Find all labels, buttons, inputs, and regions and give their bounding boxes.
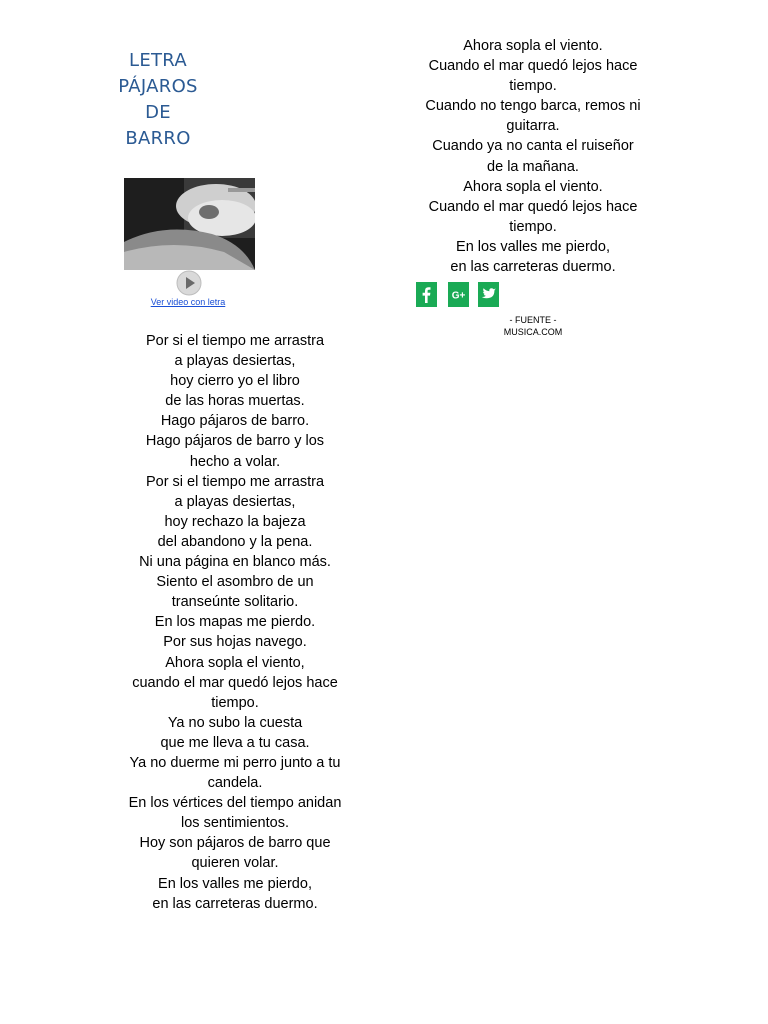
twitter-icon [478, 282, 499, 307]
lyric-line: Cuando el mar quedó lejos hace [428, 58, 638, 75]
lyrics-column-left [110, 331, 360, 914]
lyric-line: Cuando ya no canta el ruiseñor [432, 138, 634, 155]
play-icon [175, 270, 203, 296]
lyric-line: en las carreteras duermo. [152, 895, 318, 912]
video-thumbnail[interactable] [124, 178, 255, 270]
lyric-line: En los valles me pierdo, [158, 875, 312, 892]
lyric-line: guitarra. [506, 118, 560, 135]
lyric-line: Ya no subo la cuesta [167, 714, 303, 731]
video-link[interactable]: Ver video con letra [150, 297, 226, 307]
lyric-line: Hago pájaros de barro. [160, 413, 310, 430]
lyric-line: a playas desiertas, [174, 353, 296, 370]
lyric-line: Hago pájaros de barro y los [145, 433, 325, 450]
lyric-line: tiempo. [211, 694, 259, 711]
title-line: BARRO [125, 128, 191, 149]
google-plus-share-button[interactable] [448, 282, 469, 307]
title-line: DE [145, 102, 171, 123]
lyric-line: tiempo. [509, 218, 557, 235]
lyric-line: En los vértices del tiempo anidan [128, 795, 342, 812]
source-credit [490, 314, 576, 338]
lyric-line: de las horas muertas. [165, 393, 305, 410]
play-button[interactable] [175, 270, 203, 296]
video-thumbnail-image [124, 178, 255, 270]
title-line: LETRA [129, 50, 187, 71]
lyric-line: cuando el mar quedó lejos hace [132, 674, 338, 691]
lyric-line: Por si el tiempo me arrastra [145, 333, 325, 349]
google-plus-glyph: G+ [451, 290, 466, 302]
lyric-line: En los valles me pierdo, [456, 238, 610, 255]
lyric-line: En los mapas me pierdo. [154, 614, 316, 631]
source-site: MUSICA.COM [503, 327, 563, 337]
lyric-line: quieren volar. [191, 855, 279, 872]
lyric-line: Ahora sopla el viento. [463, 178, 603, 195]
source-label: - FUENTE - [509, 315, 557, 325]
twitter-share-button[interactable] [478, 282, 499, 307]
lyric-line: Hoy son pájaros de barro que [139, 835, 331, 852]
lyric-line: transeúnte solitario. [171, 594, 299, 611]
lyric-line: hoy rechazo la bajeza [164, 513, 306, 530]
lyric-line: que me lleva a tu casa. [160, 734, 310, 751]
lyric-line: Ahora sopla el viento. [463, 38, 603, 54]
lyric-line: Ya no duerme mi perro junto a tu [129, 754, 341, 771]
google-plus-icon [448, 282, 469, 307]
lyric-line: Por si el tiempo me arrastra [145, 473, 325, 490]
lyric-line: Ni una página en blanco más. [139, 554, 331, 571]
lyric-line: tiempo. [509, 78, 557, 95]
lyric-line: Ahora sopla el viento, [165, 654, 305, 671]
song-title [100, 48, 216, 152]
lyric-line: del abandono y la pena. [157, 533, 313, 550]
lyric-line: Cuando el mar quedó lejos hace [428, 198, 638, 215]
lyric-line: de la mañana. [487, 158, 579, 175]
lyric-line: hoy cierro yo el libro [170, 373, 300, 390]
lyric-line: Por sus hojas navego. [163, 634, 307, 651]
lyric-line: Cuando no tengo barca, remos ni [425, 98, 641, 115]
lyrics-column-right [408, 36, 658, 277]
lyric-line: los sentimientos. [181, 815, 289, 832]
facebook-icon [416, 282, 437, 307]
lyric-line: Siento el asombro de un [156, 574, 314, 591]
lyric-line: a playas desiertas, [174, 493, 296, 510]
facebook-share-button[interactable] [416, 282, 437, 307]
lyric-line: candela. [207, 775, 263, 792]
lyric-line: en las carreteras duermo. [450, 259, 616, 276]
lyric-line: hecho a volar. [189, 453, 281, 470]
title-line: PÁJAROS [118, 76, 198, 97]
